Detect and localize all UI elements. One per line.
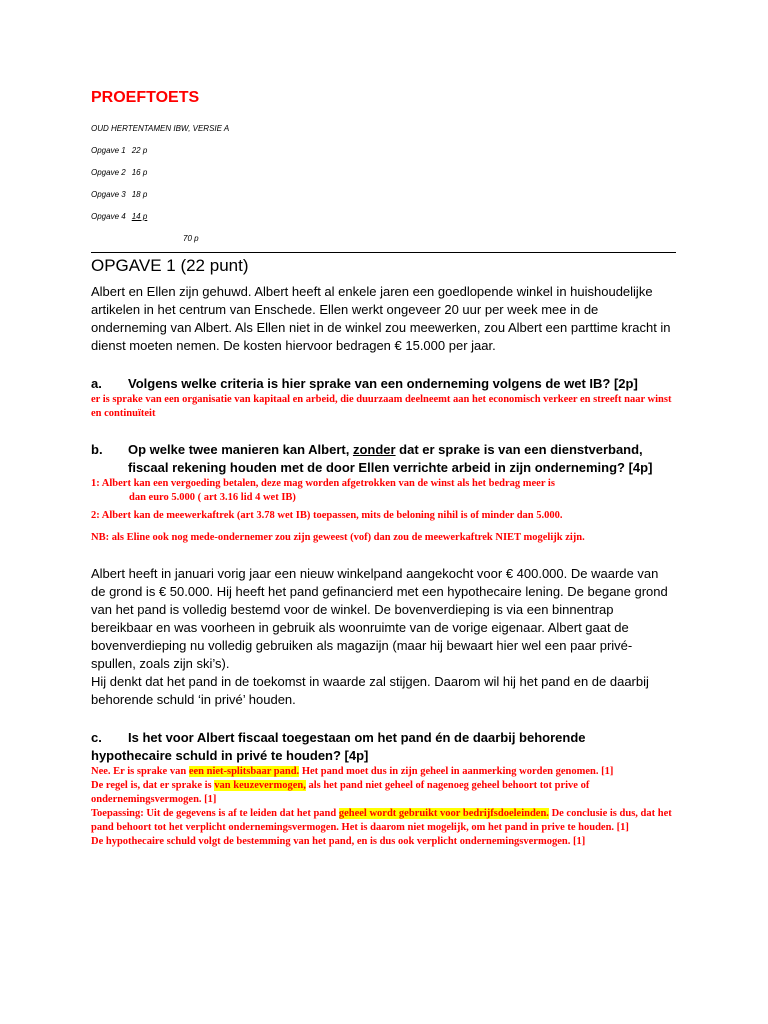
score-row: [91, 212, 676, 222]
answer-b-note: NB: als Eline ook nog mede-ondernemer zou zijn geweest (vof) dan zou de meewerkaftrek NIET mogelijk zijn.: [91, 532, 585, 543]
answer-c1: Nee. Er is sprake van een niet-splitsbaar pand. Het pand moet dus in zijn geheel in aanmerking worden genomen. [1]: [91, 766, 614, 777]
question-letter: a.: [91, 376, 102, 391]
question-b: [91, 441, 676, 477]
highlight: een niet-splitsbaar pand.: [188, 766, 300, 777]
answer-b2: 2: Albert kan de meewerkaftrek (art 3.78 wet IB) toepassen, mits de beloning nihil is of minder dan 5.000.: [91, 510, 563, 521]
answer-c2: De regel is, dat er sprake is van keuzevermogen, als het pand niet geheel of nagenoeg geheel behoort tot prive of ondernemingsvermogen. [1]: [91, 780, 590, 805]
document-page: [91, 86, 676, 849]
highlight: geheel wordt gebruikt voor bedrijfsdoeleinden.: [338, 808, 549, 819]
highlight: van keuzevermogen,: [214, 780, 306, 791]
question-c-line2: [91, 747, 676, 765]
document-title: PROEFTOETS: [91, 89, 200, 106]
question-text: Op welke twee manieren kan Albert, zonder dat er sprake is van een dienstverband, fiscaal rekening houden met de door Ellen verrichte arbeid in zijn onderneming? [4p]: [128, 442, 653, 475]
score-label: Opgave 2: [91, 168, 126, 177]
answer-b1-line2: dan euro 5.000 ( art 3.16 lid 4 wet IB): [129, 492, 296, 503]
answer-c3: Toepassing: Uit de gegevens is af te leiden dat het pand geheel wordt gebruikt voor bedrijfsdoeleinden. De conclusie is dus, dat het pand behoort tot het verplicht ondernemingsvermogen. Het is daarom niet mogelijk, om het pand in prive te houden. [1]: [91, 808, 672, 833]
case-paragraph: Albert heeft in januari vorig jaar een nieuw winkelpand aangekocht voor € 400.000. De waarde van de grond is € 50.000. Hij heeft het pand gefinancierd met een hypothecaire lening. De begane grond van het pand is volledig bestemd voor de winkel. De bovenverdieping is via een binnentrap bereikbaar en was voorheen in gebruik als woonruimte van de vorige eigenaar. Albert gaat de bovenverdieping nu volledig gebruiken als magazijn (maar hij bewaart hier wel een paar privé-spullen, zoals zijn ski’s). Hij denkt dat het pand in de toekomst in waarde zal stijgen. Daarom wil hij het pand en de daarbij behorende schuld ‘in privé’ houden.: [91, 566, 668, 707]
score-row: [91, 146, 676, 156]
intro-paragraph: Albert en Ellen zijn gehuwd. Albert heeft al enkele jaren een goedlopende winkel in huishoudelijke artikelen in het centrum van Enschede. Ellen werkt ongeveer 20 uur per week mee in de onderneming van Albert. Als Ellen niet in de winkel zou meewerken, zou Albert een parttime kracht in dienst moeten nemen. De kosten hiervoor bedragen € 15.000 per jaar.: [91, 284, 671, 353]
emphasis-zonder: zonder: [352, 442, 396, 457]
score-points: 14 p: [131, 212, 148, 221]
score-label: Opgave 3: [91, 190, 126, 199]
score-points: 18 p: [131, 190, 148, 199]
question-letter: b.: [91, 442, 103, 457]
question-text: Is het voor Albert fiscaal toegestaan om het pand én de daarbij behorende: [128, 730, 586, 745]
question-letter: c.: [91, 730, 102, 745]
question-c: [91, 729, 676, 747]
score-row: [91, 168, 676, 178]
question-text: hypothecaire schuld in privé te houden? [4p]: [91, 748, 369, 763]
answer-c4: De hypothecaire schuld volgt de bestemming van het pand, en is dus ook verplicht ondernemingsvermogen. [1]: [91, 836, 586, 847]
question-a: [91, 375, 676, 393]
answer-a: er is sprake van een organisatie van kapitaal en arbeid, die duurzaam deelneemt aan het economisch verkeer en streeft naar winst en continuïteit: [91, 394, 672, 419]
section-divider: [91, 252, 676, 253]
question-text: Volgens welke criteria is hier sprake van een onderneming volgens de wet IB? [2p]: [128, 376, 638, 391]
exam-subtitle: OUD HERTENTAMEN IBW, VERSIE A: [91, 124, 230, 133]
score-row: [91, 190, 676, 200]
score-points: 16 p: [131, 168, 148, 177]
score-label: Opgave 4: [91, 212, 126, 221]
score-total: 70 p: [183, 234, 199, 243]
answer-b1-line1: 1: Albert kan een vergoeding betalen, deze mag worden afgetrokken van de winst als het bedrag meer is: [91, 478, 555, 489]
score-label: Opgave 1: [91, 146, 126, 155]
section-heading: OPGAVE 1 (22 punt): [91, 256, 249, 275]
score-points: 22 p: [131, 146, 148, 155]
